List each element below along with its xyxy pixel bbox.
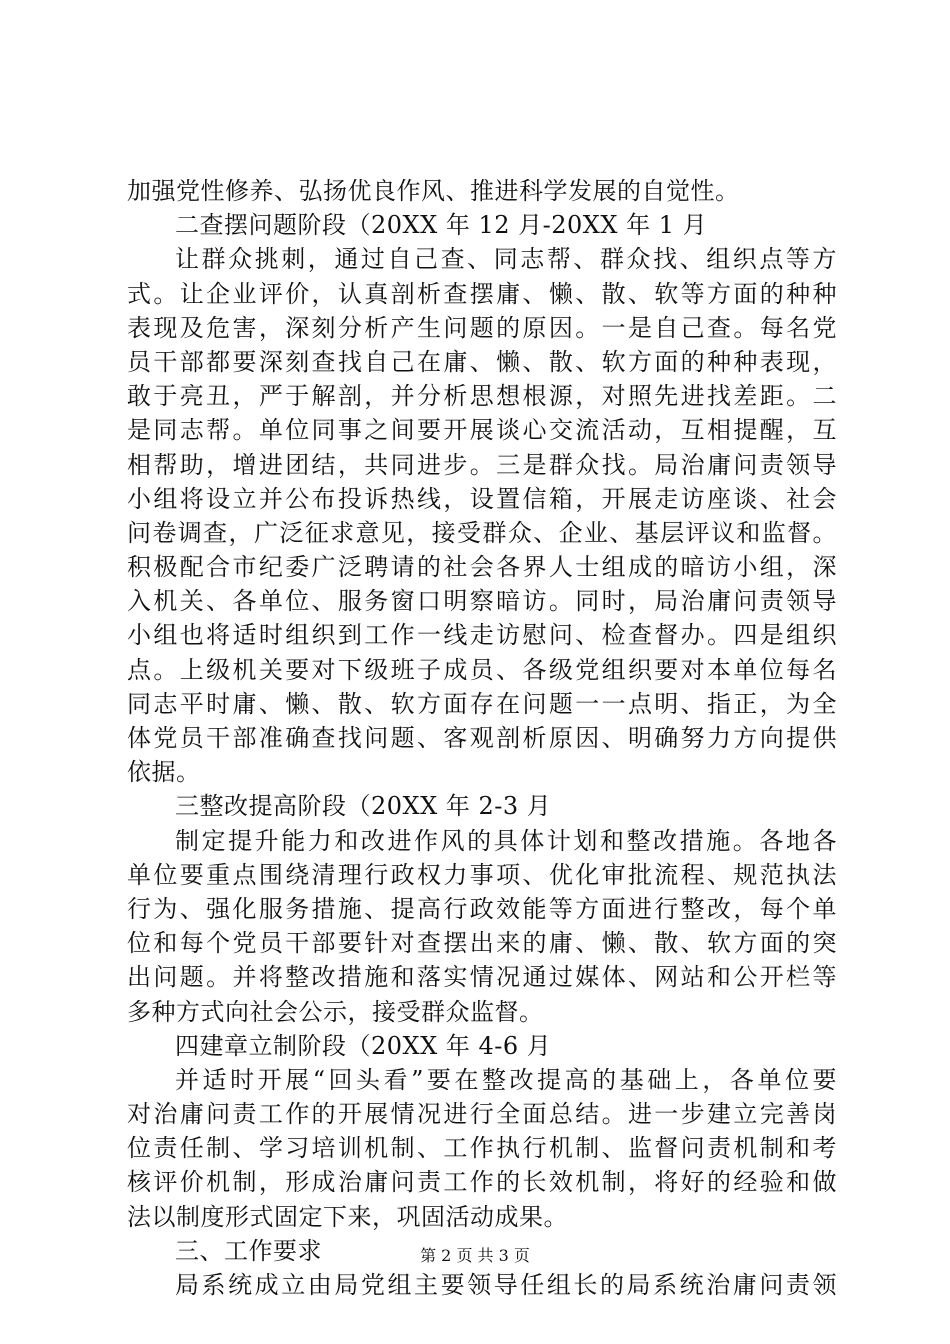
text-line: 制定提升能力和改进作风的具体计划和整改措施。各地各 (175, 826, 837, 855)
text-line: 体党员干部准确查找问题、客观剖析原因、明确努力方向提供 (127, 724, 837, 752)
text-line: 四建章立制阶段（20XX 年 4-6 月 (175, 1031, 552, 1060)
text-line: 点。上级机关要对下级班子成员、各级党组织要对本单位每名 (127, 655, 837, 684)
text-line: 积极配合市纪委广泛聘请的社会各界人士组成的暗访小组，深 (127, 553, 837, 582)
text-line: 同志平时庸、懒、散、软方面存在问题一一点明、指正，为全 (127, 689, 837, 718)
text-line: 三、工作要求 (175, 1236, 322, 1265)
text-line: 单位要重点围绕清理行政权力事项、优化审批流程、规范执法 (127, 860, 837, 889)
text-line: 并适时开展“回头看”要在整改提高的基础上，各单位要 (175, 1065, 837, 1094)
text-line: 小组将设立并公布投诉热线，设置信箱，开展走访座谈、社会 (127, 484, 837, 513)
text-line: 是同志帮。单位同事之间要开展谈心交流活动，互相提醒，互 (127, 416, 837, 445)
text-line: 问卷调查，广泛征求意见，接受群众、企业、基层评议和监督。 (127, 518, 837, 547)
text-line: 二查摆问题阶段（20XX 年 12 月-20XX 年 1 月 (175, 211, 708, 240)
text-line: 式。让企业评价，认真剖析查摆庸、懒、散、软等方面的种种 (127, 279, 837, 308)
text-line: 位责任制、学习培训机制、工作执行机制、监督问责机制和考 (127, 1134, 837, 1163)
text-line: 三整改提高阶段（20XX 年 2-3 月 (175, 792, 552, 821)
text-line: 相帮助，增进团结，共同进步。三是群众找。局治庸问责领导 (127, 450, 837, 479)
text-line: 多种方式向社会公示，接受群众监督。 (127, 997, 544, 1026)
text-line: 员干部都要深刻查找自己在庸、懒、散、软方面的种种表现， (127, 347, 837, 376)
text-line: 对治庸问责工作的开展情况进行全面总结。进一步建立完善岗 (127, 1100, 837, 1129)
text-line: 表现及危害，深刻分析产生问题的原因。一是自己查。每名党 (127, 313, 837, 342)
document-body (127, 174, 837, 1302)
text-line: 出问题。并将整改措施和落实情况通过媒体、网站和公开栏等 (127, 963, 837, 992)
text-line: 敢于亮丑，严于解剖，并分析思想根源，对照先进找差距。二 (127, 382, 837, 411)
page-footer: 第 2 页 共 3 页 (420, 1246, 530, 1265)
text-line: 依据。 (127, 758, 201, 787)
text-line: 核评价机制，形成治庸问责工作的长效机制，将好的经验和做 (127, 1168, 837, 1197)
text-line: 法以制度形式固定下来，巩固活动成果。 (127, 1202, 568, 1231)
text-line: 让群众挑刺，通过自己查、同志帮、群众找、组织点等方 (175, 245, 837, 274)
text-line: 入机关、各单位、服务窗口明察暗访。同时，局治庸问责领导 (127, 587, 837, 616)
text-line: 行为、强化服务措施、提高行政效能等方面进行整改，每个单 (127, 894, 837, 923)
text-line: 位和每个党员干部要针对查摆出来的庸、懒、散、软方面的突 (127, 929, 837, 958)
text-line: 加强党性修养、弘扬优良作风、推进科学发展的自觉性。 (127, 177, 740, 205)
text-line: 局系统成立由局党组主要领导任组长的局系统治庸问责领 (175, 1271, 837, 1299)
text-line: 小组也将适时组织到工作一线走访慰问、检查督办。四是组织 (127, 621, 837, 650)
